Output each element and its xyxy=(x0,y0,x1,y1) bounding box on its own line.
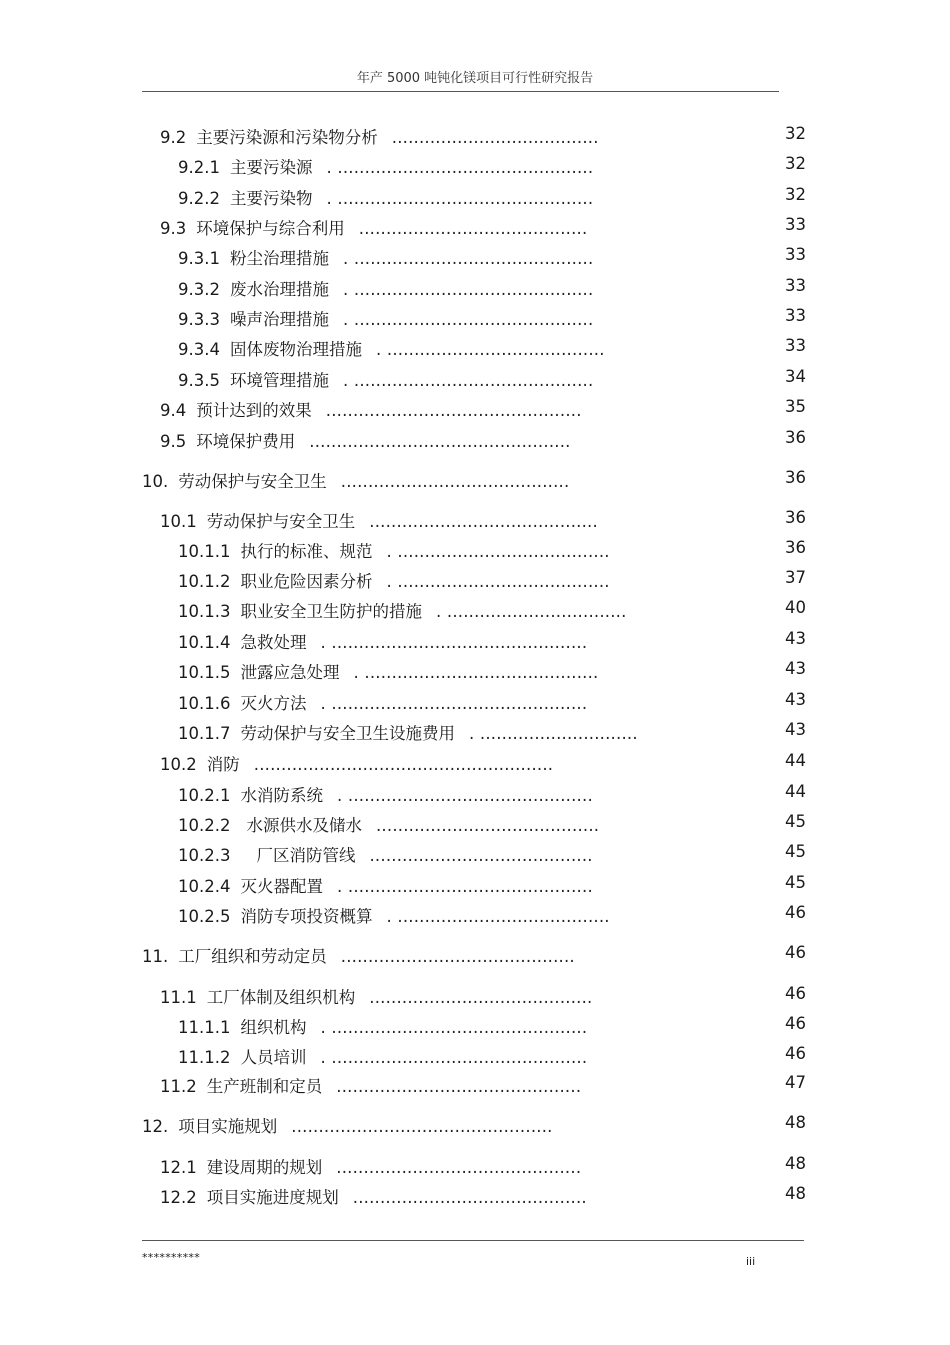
toc-entry-page: 43 xyxy=(785,629,806,648)
toc-entry[interactable] xyxy=(142,1113,553,1135)
toc-entry[interactable] xyxy=(160,397,582,419)
toc-entry[interactable] xyxy=(178,538,610,560)
toc-entry-page: 32 xyxy=(785,124,806,143)
toc-entry-number: 9.2 xyxy=(160,128,187,147)
toc-entry-page: 48 xyxy=(785,1113,806,1132)
toc-entry[interactable] xyxy=(178,598,627,620)
toc-leader-dots: . ............................................... xyxy=(320,633,588,652)
toc-leader-dots: ............................................... xyxy=(325,401,582,420)
toc-entry[interactable] xyxy=(160,1154,581,1176)
page-number-roman: iii xyxy=(746,1255,756,1268)
toc-leader-dots: ............................................. xyxy=(336,1077,582,1096)
toc-entry-number: 12.1 xyxy=(160,1158,197,1177)
toc-leader-dots: . ............................................ xyxy=(342,371,594,390)
toc-entry-page: 43 xyxy=(785,690,806,709)
toc-entry[interactable] xyxy=(178,812,599,834)
toc-entry-title: 粉尘治理措施 xyxy=(229,249,329,268)
toc-entry-page: 33 xyxy=(785,245,806,264)
toc-entry-number: 10.2 xyxy=(160,755,197,774)
toc-entry-title: 工厂体制及组织机构 xyxy=(206,988,356,1007)
toc-entry-page: 36 xyxy=(785,538,806,557)
toc-entry-title: 厂区消防管线 xyxy=(256,846,356,865)
toc-entry-page: 46 xyxy=(785,943,806,962)
toc-entry-title: 噪声治理措施 xyxy=(229,310,329,329)
toc-entry-number: 10.1.5 xyxy=(178,663,231,682)
toc-entry[interactable] xyxy=(160,1184,587,1206)
toc-entry-number: 9.4 xyxy=(160,401,187,420)
toc-entry-page: 44 xyxy=(785,751,806,770)
toc-entry-title: 劳动保护与安全卫生设施费用 xyxy=(240,724,455,743)
toc-entry-title: 环境保护费用 xyxy=(196,432,296,451)
toc-entry-page: 46 xyxy=(785,984,806,1003)
toc-entry-number: 10.1.2 xyxy=(178,572,231,591)
toc-entry-number: 10.1.4 xyxy=(178,633,231,652)
toc-entry-title: 项目实施规划 xyxy=(178,1117,278,1136)
toc-entry-page: 43 xyxy=(785,659,806,678)
toc-entry[interactable] xyxy=(178,276,593,298)
toc-leader-dots: . ........................................ xyxy=(375,340,605,359)
toc-leader-dots: . ............................................ xyxy=(342,310,594,329)
toc-entry-number: 10.2.3 xyxy=(178,846,231,865)
toc-entry-number: 9.3.2 xyxy=(178,280,220,299)
toc-entry-number: 11.2 xyxy=(160,1077,197,1096)
toc-entry-title: 固体废物治理措施 xyxy=(229,340,362,359)
toc-entry-number: 12. xyxy=(142,1117,169,1136)
toc-entry-number: 10.1 xyxy=(160,512,197,531)
toc-leader-dots: . ................................. xyxy=(435,602,627,621)
toc-entry-page: 45 xyxy=(785,842,806,861)
toc-entry[interactable] xyxy=(178,842,593,864)
toc-entry-number: 11. xyxy=(142,947,169,966)
toc-entry-page: 33 xyxy=(785,306,806,325)
footer-mark: ********** xyxy=(142,1251,200,1264)
toc-entry-title: 主要污染源 xyxy=(229,158,313,177)
toc-entry[interactable] xyxy=(160,124,599,146)
toc-entry[interactable] xyxy=(178,367,593,389)
toc-entry-page: 37 xyxy=(785,568,806,587)
toc-leader-dots: ............................................. xyxy=(336,1158,582,1177)
toc-entry-page: 48 xyxy=(785,1184,806,1203)
toc-entry[interactable] xyxy=(178,154,593,176)
toc-entry-page: 44 xyxy=(785,782,806,801)
toc-entry-page: 45 xyxy=(785,873,806,892)
toc-entry[interactable] xyxy=(160,428,571,450)
toc-entry-page: 32 xyxy=(785,154,806,173)
toc-entry-number: 12.2 xyxy=(160,1188,197,1207)
toc-entry-number: 11.1.2 xyxy=(178,1048,231,1067)
toc-entry-title: 职业危险因素分析 xyxy=(240,572,373,591)
toc-entry-title: 水源供水及储水 xyxy=(246,816,362,835)
toc-entry[interactable] xyxy=(178,659,599,681)
toc-leader-dots: . ....................................... xyxy=(386,907,610,926)
toc-entry[interactable] xyxy=(160,984,593,1006)
toc-entry-number: 11.1 xyxy=(160,988,197,1007)
toc-entry-number: 10.2.5 xyxy=(178,907,231,926)
toc-leader-dots: ...................................... xyxy=(391,128,599,147)
toc-entry-page: 46 xyxy=(785,1014,806,1033)
toc-entry-title: 环境保护与综合利用 xyxy=(196,219,345,238)
toc-entry-title: 主要污染物 xyxy=(229,189,313,208)
toc-entry-number: 9.3 xyxy=(160,219,187,238)
toc-leader-dots: . ............................. xyxy=(468,724,638,743)
toc-entry-title: 环境管理措施 xyxy=(229,371,329,390)
toc-leader-dots: ........................................... xyxy=(352,1188,587,1207)
toc-leader-dots: ................................................ xyxy=(291,1117,553,1136)
toc-entry-number: 10.1.3 xyxy=(178,602,231,621)
toc-entry-number: 10. xyxy=(142,472,169,491)
toc-leader-dots: . ............................................... xyxy=(326,158,594,177)
toc-entry-page: 48 xyxy=(785,1154,806,1173)
toc-entry[interactable] xyxy=(178,185,593,207)
toc-entry-page: 46 xyxy=(785,1044,806,1063)
toc-leader-dots: . ............................................... xyxy=(320,694,588,713)
toc-entry[interactable] xyxy=(142,468,569,490)
toc-entry-page: 43 xyxy=(785,720,806,739)
toc-entry[interactable] xyxy=(178,1014,587,1036)
toc-entry-page: 45 xyxy=(785,812,806,831)
toc-entry-number: 9.3.4 xyxy=(178,340,220,359)
toc-entry[interactable] xyxy=(142,943,575,965)
toc-leader-dots: ........................................... xyxy=(340,947,575,966)
toc-entry[interactable] xyxy=(160,1073,581,1095)
toc-entry[interactable] xyxy=(178,568,610,590)
toc-entry-title: 生产班制和定员 xyxy=(206,1077,323,1096)
toc-entry-title: 消防 xyxy=(206,755,240,774)
toc-entry-page: 36 xyxy=(785,508,806,527)
toc-entry-page: 47 xyxy=(785,1073,806,1092)
toc-entry-title: 急救处理 xyxy=(240,633,307,652)
toc-entry-title: 预计达到的效果 xyxy=(196,401,312,420)
toc-leader-dots: ......................................... xyxy=(369,846,593,865)
toc-entry-number: 10.1.1 xyxy=(178,542,231,561)
toc-entry-number: 9.5 xyxy=(160,432,187,451)
header-divider xyxy=(142,91,779,92)
toc-entry-number: 9.2.2 xyxy=(178,189,220,208)
toc-entry-page: 36 xyxy=(785,428,806,447)
toc-leader-dots: ....................................................... xyxy=(253,755,554,774)
toc-entry-number: 9.3.1 xyxy=(178,249,220,268)
toc-entry-page: 33 xyxy=(785,276,806,295)
toc-entry-title: 组织机构 xyxy=(240,1018,307,1037)
toc-entry-title: 废水治理措施 xyxy=(229,280,329,299)
toc-entry[interactable] xyxy=(178,245,593,267)
toc-leader-dots: . ............................................. xyxy=(336,786,593,805)
toc-entry-page: 34 xyxy=(785,367,806,386)
toc-entry-number: 10.1.7 xyxy=(178,724,231,743)
toc-leader-dots: . ....................................... xyxy=(386,572,610,591)
toc-leader-dots: . ............................................... xyxy=(320,1048,588,1067)
toc-entry-title: 劳动保护与安全卫生 xyxy=(178,472,327,491)
toc-entry[interactable] xyxy=(178,873,593,895)
toc-entry-page: 32 xyxy=(785,185,806,204)
toc-entry[interactable] xyxy=(178,629,587,651)
toc-entry-title: 消防专项投资概算 xyxy=(240,907,373,926)
toc-entry-page: 35 xyxy=(785,397,806,416)
toc-entry-title: 主要污染源和污染物分析 xyxy=(196,128,378,147)
toc-leader-dots: .......................................... xyxy=(340,472,570,491)
toc-leader-dots: . ............................................... xyxy=(320,1018,588,1037)
toc-entry-page: 40 xyxy=(785,598,806,617)
toc-entry-page: 33 xyxy=(785,336,806,355)
toc-entry-number: 9.3.5 xyxy=(178,371,220,390)
toc-entry[interactable] xyxy=(178,720,638,742)
toc-entry-title: 人员培训 xyxy=(240,1048,307,1067)
toc-leader-dots: . ....................................... xyxy=(386,542,610,561)
toc-leader-dots: ................................................ xyxy=(309,432,571,451)
toc-entry[interactable] xyxy=(178,306,593,328)
page-header-title: 年产 5000 吨钝化镁项目可行性研究报告 xyxy=(356,71,594,86)
toc-leader-dots: ......................................... xyxy=(369,988,593,1007)
toc-entry[interactable] xyxy=(178,903,610,925)
toc-entry-title: 职业安全卫生防护的措施 xyxy=(240,602,422,621)
toc-entry-title: 灭火方法 xyxy=(240,694,307,713)
toc-entry-page: 46 xyxy=(785,903,806,922)
toc-leader-dots: . ............................................ xyxy=(342,249,594,268)
toc-entry[interactable] xyxy=(160,508,598,530)
toc-entry[interactable] xyxy=(160,215,587,237)
toc-entry-number: 10.1.6 xyxy=(178,694,231,713)
toc-entry[interactable] xyxy=(178,782,593,804)
toc-entry-number: 10.2.1 xyxy=(178,786,231,805)
toc-entry-title: 劳动保护与安全卫生 xyxy=(206,512,356,531)
toc-entry[interactable] xyxy=(178,1044,587,1066)
toc-entry-number: 9.2.1 xyxy=(178,158,220,177)
toc-entry-number: 10.2.4 xyxy=(178,877,231,896)
toc-entry-page: 36 xyxy=(785,468,806,487)
toc-entry-title: 泄露应急处理 xyxy=(240,663,340,682)
toc-entry[interactable] xyxy=(178,690,587,712)
toc-leader-dots: . ............................................. xyxy=(336,877,593,896)
toc-entry-title: 执行的标准、规范 xyxy=(240,542,373,561)
toc-entry-page: 33 xyxy=(785,215,806,234)
toc-entry-title: 水消防系统 xyxy=(240,786,323,805)
toc-entry[interactable] xyxy=(178,336,605,358)
toc-entry-title: 建设周期的规划 xyxy=(206,1158,323,1177)
toc-entry[interactable] xyxy=(160,751,553,773)
toc-leader-dots: . ........................................... xyxy=(353,663,599,682)
toc-entry-number: 9.3.3 xyxy=(178,310,220,329)
toc-entry-number: 10.2.2 xyxy=(178,816,231,835)
toc-entry-title: 项目实施进度规划 xyxy=(206,1188,339,1207)
toc-entry-title: 灭火器配置 xyxy=(240,877,323,896)
toc-leader-dots: . ............................................ xyxy=(342,280,594,299)
toc-entry-number: 11.1.1 xyxy=(178,1018,231,1037)
toc-leader-dots: .......................................... xyxy=(358,219,588,238)
toc-leader-dots: .......................................... xyxy=(369,512,598,531)
footer-divider xyxy=(142,1240,804,1241)
toc-entry-title: 工厂组织和劳动定员 xyxy=(178,947,327,966)
toc-leader-dots: ......................................... xyxy=(375,816,600,835)
toc-leader-dots: . ............................................... xyxy=(326,189,594,208)
